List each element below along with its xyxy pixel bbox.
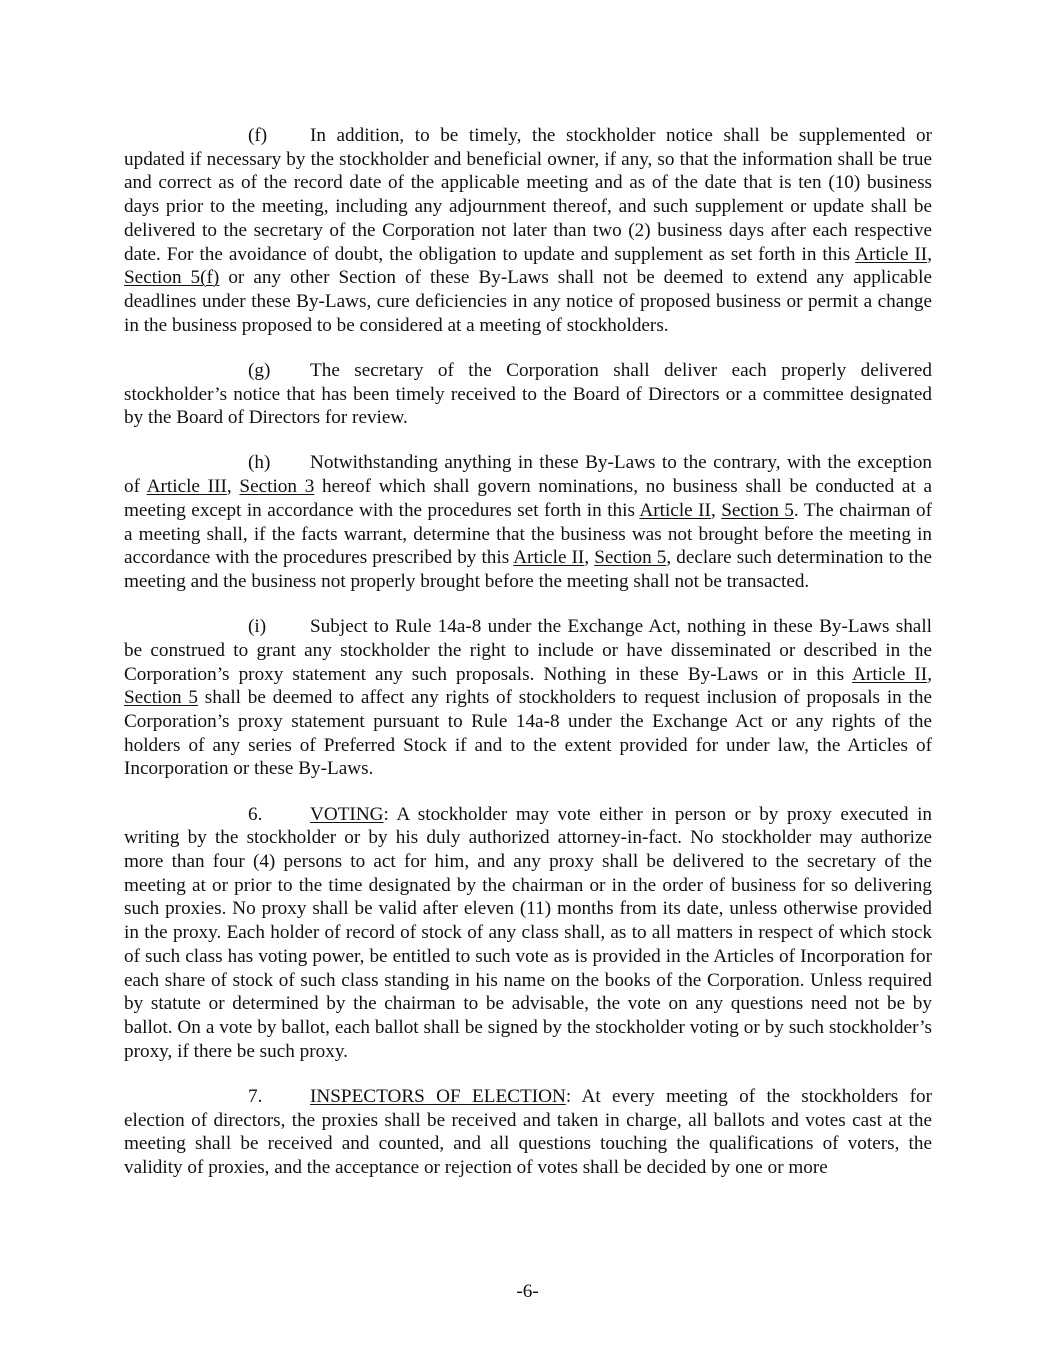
- article-reference: Article III: [146, 476, 227, 498]
- paragraph-h: (h) Notwithstanding anything in these By-Laws to the contrary, with the exception of Article III, Section 3 hereof which shall govern nominations, no business shall be conducted at a meeting except in accordance with the procedures set forth in this Article II, Section 5. The chairman of a meeting shall, if the facts warrant, determine that the business was not brought before the meeting in accordance with the procedures prescribed by this Article II, Section 5, declare such determination to the meeting and the business not properly brought before the meeting shall not be transacted.: [124, 452, 932, 592]
- paragraph-label: (i): [248, 616, 267, 638]
- article-reference: Article II: [513, 547, 585, 569]
- section-reference: Section 5: [124, 687, 198, 709]
- paragraph-label: (g): [248, 359, 271, 381]
- paragraph-text: In addition, to be timely, the stockholder notice shall be supplemented or updated if necessary by the stockholder and beneficial owner, if any, so that the information shall be true and correct as of the record date of the applicable meeting and as of the date that is ten (10) business days prior to the meeting, including any adjournment thereof, and such supplement or update shall be delivered to the secretary of the Corporation not later than two (2) business days after each respective date. For the avoidance of doubt, the obligation to update and supplement as set forth in this: [124, 125, 932, 265]
- paragraph-text: Subject to Rule 14a-8 under the Exchange Act, nothing in these By-Laws shall be construed to grant any stockholder the right to include or have disseminated or described in the Corporation’s proxy statement any such proposals. Nothing in these By-Laws or in this: [124, 616, 932, 685]
- paragraph-text: Notwithstanding anything in these By-Laws to the contrary, with the exception of: [124, 452, 932, 498]
- section-heading: VOTING: [310, 803, 384, 825]
- paragraph-text: shall be deemed to affect any rights of stockholders to request inclusion of proposals in the Corporation’s proxy statement pursuant to Rule 14a-8 under the Exchange Act or any rights of the holders of any series of Preferred Stock if and to the extent provided for under law, the Articles of Incorporation or these By-Laws.: [124, 687, 932, 780]
- paragraph-text: hereof which shall govern nominations, no business shall be conducted at a meeting except in accordance with the procedures set forth in this: [124, 476, 932, 521]
- section-reference: Section 5(f): [124, 267, 220, 289]
- article-reference: Article II: [852, 663, 928, 685]
- section-6-voting: [124, 803, 932, 1064]
- section-text: : A stockholder may vote either in person or by proxy executed in writing by the stockholder or by his duly authorized attorney-in-fact. No stockholder may authorize more than four (4) persons to act for him, and any proxy shall be delivered to the secretary of the meeting at or prior to the time designated by the chairman or in the order of business for so delivering such proxies. No proxy shall be valid after eleven (11) months from its date, unless otherwise provided in the proxy. Each holder of record of stock of any class shall, as to all matters in respect of which stock of such class has voting power, be entitled to such vote as is provided in the Articles of Incorporation for each share of stock of such class standing in his name on the books of the Corporation. Unless required by statute or determined by the chairman to be advisable, the vote on any questions need not be by ballot. On a vote by ballot, each ballot shall be signed by the stockholder voting or by such stockholder’s proxy, if there be such proxy.: [124, 803, 932, 1062]
- article-reference: Article II: [639, 499, 711, 521]
- paragraph-g: [124, 359, 932, 430]
- paragraph-label: (f): [248, 125, 268, 146]
- section-reference: Section 5: [594, 547, 667, 569]
- page-number: -6-: [516, 1281, 539, 1302]
- section-number: 7.: [248, 1085, 263, 1107]
- paragraph-text: or any other Section of these By-Laws shall not be deemed to extend any applicable deadlines under these By-Laws, cure deficiencies in any notice of proposed business or permit a change in the business proposed to be considered at a meeting of stockholders.: [124, 267, 932, 336]
- section-reference: Section 5: [721, 499, 794, 521]
- paragraph-text: , declare such determination to the meeting and the business not properly brought before the meeting shall not be transacted.: [124, 547, 932, 592]
- section-7-inspectors-of-election: [124, 1085, 932, 1180]
- paragraph-text: . The chairman of a meeting shall, if the facts warrant, determine that the business was not brought before the meeting in accordance with the procedures prescribed by this: [124, 499, 932, 569]
- section-number: 6.: [248, 803, 263, 825]
- paragraph-i: (i) Subject to Rule 14a-8 under the Exchange Act, nothing in these By-Laws shall be construed to grant any stockholder the right to include or have disseminated or described in the Corporation’s proxy statement any such proposals. Nothing in these By-Laws or in this Article II, Section 5 shall be deemed to affect any rights of stockholders to request inclusion of proposals in the Corporation’s proxy statement pursuant to Rule 14a-8 under the Exchange Act or any rights of the holders of any series of Preferred Stock if and to the extent provided for under law, the Articles of Incorporation or these By-Laws.: [124, 616, 932, 780]
- section-heading: INSPECTORS OF ELECTION: [310, 1085, 566, 1107]
- paragraph-label: (h): [248, 452, 271, 474]
- document-page: [124, 124, 932, 1201]
- paragraph-text: The secretary of the Corporation shall deliver each properly delivered stockholder’s notice that has been timely received to the Board of Directors or a committee designated by the Board of Directors for review.: [124, 359, 932, 429]
- paragraph-f: (f) In addition, to be timely, the stockholder notice shall be supplemented or updated if necessary by the stockholder and beneficial owner, if any, so that the information shall be true and correct as of the record date of the applicable meeting and as of the date that is ten (10) business days prior to the meeting, including any adjournment thereof, and such supplement or update shall be delivered to the secretary of the Corporation not later than two (2) business days after each respective date. For the avoidance of doubt, the obligation to update and supplement as set forth in this Article II, Section 5(f) or any other Section of these By-Laws shall not be deemed to extend any applicable deadlines under these By-Laws, cure deficiencies in any notice of proposed business or permit a change in the business proposed to be considered at a meeting of stockholders.: [124, 125, 932, 336]
- section-text: : At every meeting of the stockholders for election of directors, the proxies shall be received and taken in charge, all ballots and votes cast at the meeting shall be received and counted, and all questions touching the qualifications of voters, the validity of proxies, and the acceptance or rejection of votes shall be decided by one or more: [124, 1085, 932, 1178]
- section-reference: Section 3: [239, 476, 315, 498]
- article-reference: Article II: [855, 243, 928, 265]
